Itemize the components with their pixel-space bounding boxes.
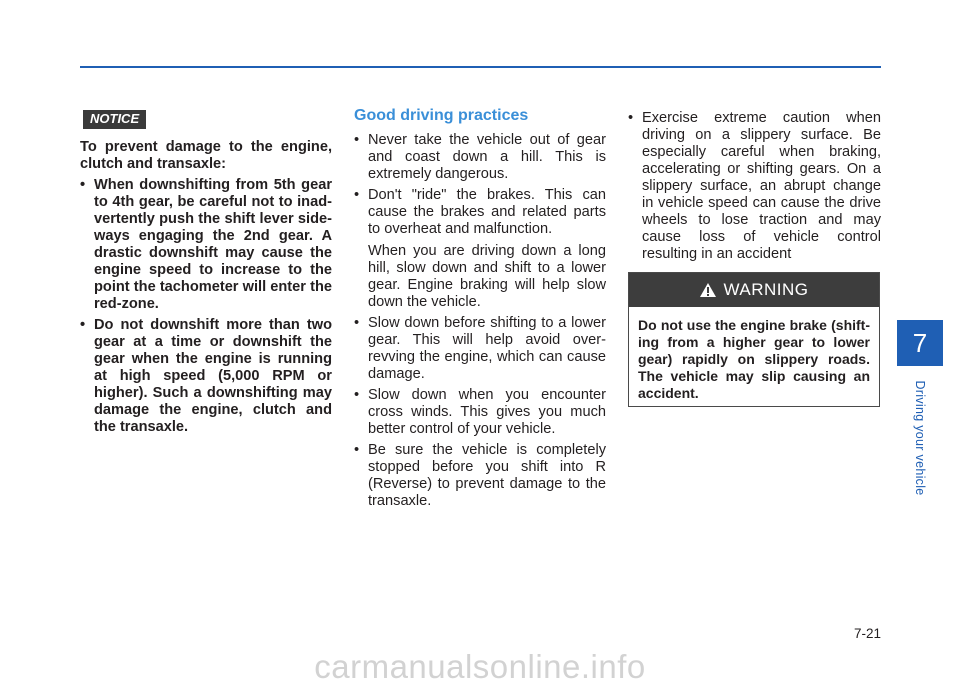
practice-item-text: Slow down when you encounter cross winds. This gives you much better control of your vehicle. xyxy=(368,387,606,437)
notice-intro: To prevent damage to the engine, clutch and transaxle: xyxy=(80,139,332,172)
practice-item xyxy=(354,132,606,183)
practice-item xyxy=(354,315,606,383)
practice-item-text: Never take the vehicle out of gear and coast down a hill. This is extremely dangerous. xyxy=(368,132,606,182)
bullet-icon: • xyxy=(354,187,360,203)
practice-item xyxy=(354,387,606,438)
notice-item xyxy=(80,177,332,313)
practice-item-text: Slow down before shifting to a lower gear. This will help avoid over-revving the engine, which can cause damage. xyxy=(368,315,606,382)
bullet-icon: • xyxy=(354,132,360,148)
practice-item xyxy=(628,110,881,263)
practice-sub-paragraph: When you are driving down a long hill, slow down and shift to a lower gear. Engine braking will help slow down the vehicle. xyxy=(368,243,606,310)
practices-column-continued xyxy=(628,110,881,263)
bullet-icon: • xyxy=(354,315,360,331)
page-number: 7-21 xyxy=(853,626,881,641)
top-rule xyxy=(80,66,881,68)
practice-item-text: Be sure the vehicle is completely stopped before you shift into R (Reverse) to prevent damage to the transaxle. xyxy=(368,442,606,509)
chapter-title: Driving your vehicle xyxy=(913,380,927,496)
notice-item xyxy=(80,317,332,436)
warning-triangle-icon xyxy=(699,282,717,298)
bullet-icon: • xyxy=(354,442,360,458)
bullet-icon: • xyxy=(80,177,86,193)
practice-item-text: Don't "ride" the brakes. This can cause the brakes and related parts to overheat and malfunction. xyxy=(368,187,606,237)
notice-badge: NOTICE xyxy=(83,110,146,129)
bullet-icon: • xyxy=(354,387,360,403)
practice-item-text: Exercise extreme caution when driving on a slippery surface. Be especially careful when braking, accelerating or shifting gears. On a slippery surface, an abrupt change in vehicle speed can cause the drive wheels to lose traction and may cause loss of vehicle control resulting in an accident xyxy=(642,110,881,262)
warning-header xyxy=(629,273,879,307)
notice-item-text: Do not downshift more than two gear at a time or downshift the gear when the engine is running at high speed (5,000 RPM or higher). Such a downshifting may damage the engine, clutch and the transaxle. xyxy=(94,317,332,435)
notice-column xyxy=(80,110,332,436)
practice-item xyxy=(354,187,606,238)
notice-item-text: When downshifting from 5th gear to 4th gear, be careful not to inad-vertently push the shift lever side-ways engaging the 2nd gear. A drastic downshift may cause the engine speed to increase to the point the tachometer will enter the red-zone. xyxy=(94,177,332,312)
bullet-icon: • xyxy=(80,317,86,333)
bullet-icon: • xyxy=(628,110,634,126)
warning-text: Do not use the engine brake (shift-ing from a higher gear to lower gear) rapidly on slippery roads. The vehicle may slip causing an accident. xyxy=(638,317,870,401)
practice-item xyxy=(354,442,606,510)
practices-column xyxy=(354,106,606,510)
watermark: carmanualsonline.info xyxy=(314,648,646,685)
warning-box xyxy=(628,272,880,407)
chapter-tab: 7 xyxy=(897,320,943,366)
warning-title: WARNING xyxy=(723,280,809,299)
section-title: Good driving practices xyxy=(354,107,529,124)
